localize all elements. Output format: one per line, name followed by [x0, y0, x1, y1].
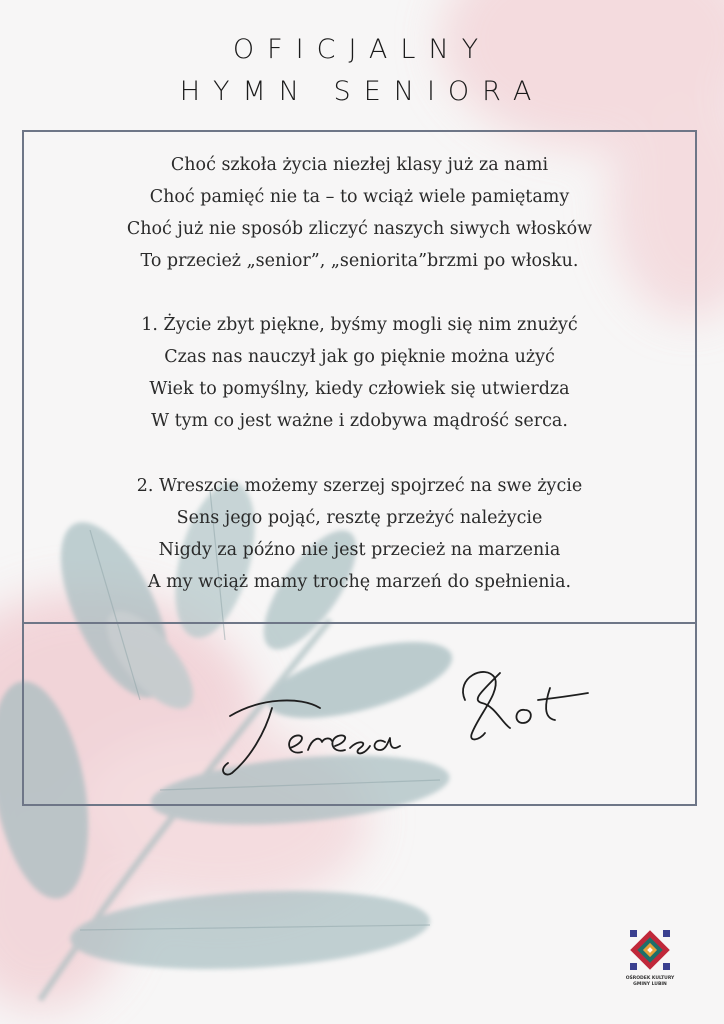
title-line-2: HYMN SENIORA [179, 76, 545, 107]
verse-line: Choć szkoła życia niezłej klasy już za nami [170, 155, 549, 175]
verse-line: Sens jego pojąć, resztę przeżyć należycie [176, 508, 543, 528]
logo-text-line-1: OŚRODEK KULTURY [625, 976, 675, 981]
folk-pattern-logo-icon [628, 928, 672, 972]
verse-line: Nigdy za późno nie jest przecież na marzenia [158, 540, 561, 560]
title-line-1: OFICJALNY [232, 34, 492, 65]
verse-line: Wiek to pomyślny, kiedy człowiek się utwierdza [149, 379, 570, 399]
frame-divider [22, 622, 697, 624]
stanza-1 [22, 309, 697, 437]
logo-text-line-2: GMINY LUBIN [633, 982, 667, 987]
verse-line: W tym co jest ważne i zdobywa mądrość serca. [151, 411, 568, 431]
verse-line: A my wciąż mamy trochę marzeń do spełnienia. [147, 572, 572, 592]
verse-line: Choć już nie sposób zliczyć naszych siwych włosków [126, 219, 593, 239]
verse-line: To przecież „senior”, „seniorita”brzmi po włosku. [140, 251, 579, 271]
verse-line: Choć pamięć nie ta – to wciąż wiele pamiętamy [149, 187, 570, 207]
verse-line: 2. Wreszcie możemy szerzej spojrzeć na swe życie [136, 476, 583, 496]
verse-line: Czas nas nauczył jak go pięknie można użyć [164, 347, 555, 367]
verse-line: 1. Życie zbyt piękne, byśmy mogli się nim znużyć [141, 315, 578, 335]
stanza-refrain [22, 149, 697, 277]
author-signature [210, 638, 610, 788]
stanza-2 [22, 470, 697, 598]
organization-logo [622, 928, 678, 1008]
